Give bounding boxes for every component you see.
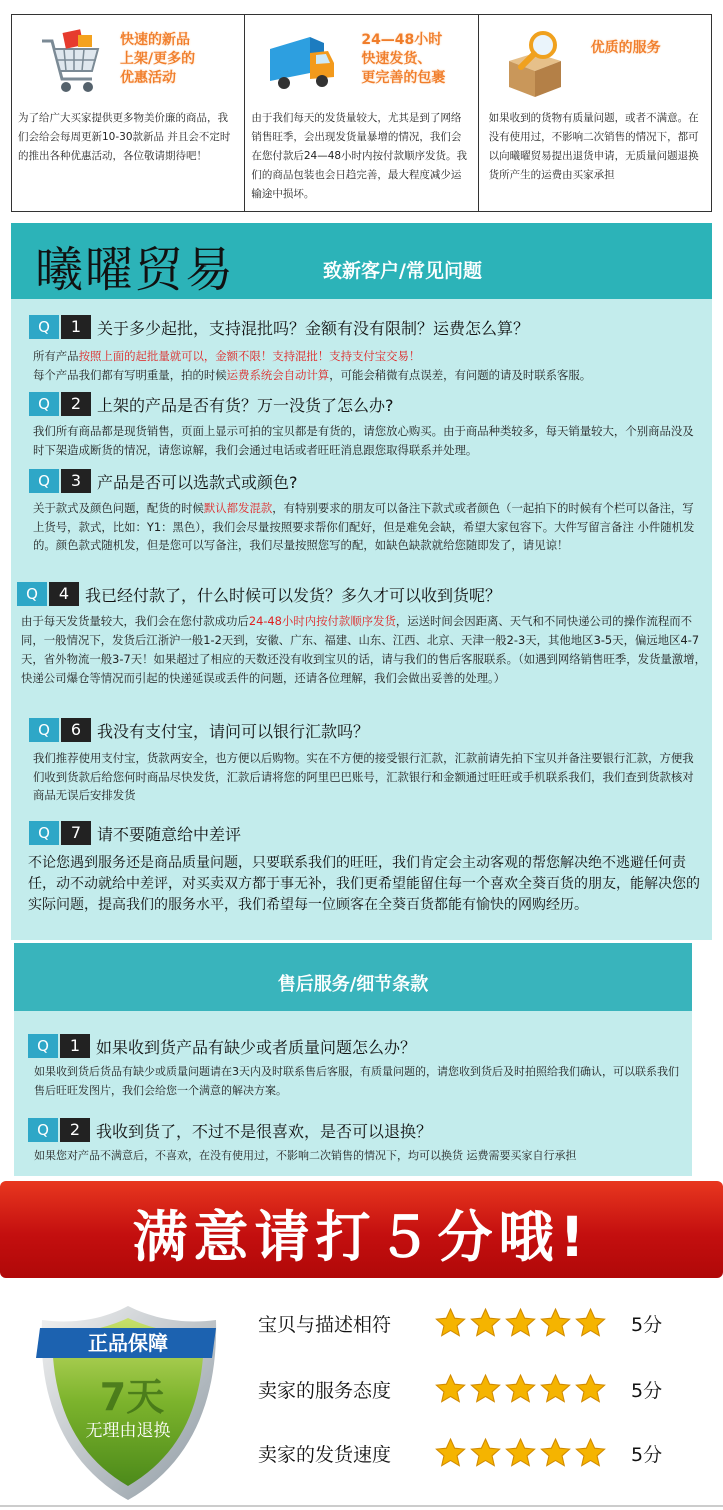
star-icon <box>539 1307 572 1339</box>
feature-text: 由于我们每天的发货量较大，尤其是到了网络销售旺季，会出现发货量暴增的情况，我们会在您付款后24—48小时内按付款顺序发货。我们的商品包装也会日趋完善，最大程度减少运输途中损坏。 <box>251 112 468 200</box>
q-number: 6 <box>61 718 91 742</box>
feature-text: 为了给广大买家提供更多物美价廉的商品，我们会给会每周更新10-30款新品 并且会不定时的推出各种优惠活动，各位敬请期待吧！ <box>18 112 231 162</box>
rating-score: 5分 <box>631 1379 663 1402</box>
brand-name: 曦曜贸易 <box>35 242 236 298</box>
feature-title: 24—48小时 快速发货、 更完善的包裹 <box>361 32 446 86</box>
q-text: 请不要随意给中差评 <box>97 824 242 844</box>
star-icon <box>504 1373 537 1405</box>
shopping-cart-icon <box>34 27 104 99</box>
badge-line1: 正品保障 <box>88 1331 168 1355</box>
rating-label: 宝贝与描述相符 <box>258 1313 392 1336</box>
star-icon <box>434 1307 467 1339</box>
q-number: 2 <box>61 392 91 416</box>
faq-answer: 所有产品按照上面的起批量就可以，金额不限！支持混批！支持支付宝交易！ 每个产品我们都有写明重量，拍的时候运费系统会自动计算，可能会稍微有点误差，有问题的请及时联系客服。 <box>33 349 592 382</box>
star-icon <box>574 1437 607 1469</box>
star-icon <box>434 1437 467 1469</box>
q-number: 3 <box>61 469 91 493</box>
faq-answer: 不论您遇到服务还是商品质量问题，只要联系我们的旺旺，我们肯定会主动客观的帮您解决绝不逃避任何责任，动不动就给中差评，对买卖双方都于事无补，我们更希望能留住每一个喜欢全葵百货的朋友，能解决您的实际问题，提高我们的服务水平，我们希望每一位顾客在全葵百货都能有愉快的网购经历。 <box>28 855 700 913</box>
faq-question <box>29 821 241 845</box>
delivery-truck-icon <box>259 27 343 99</box>
feature-title: 优质的服务 <box>590 40 661 56</box>
feature-fast-delivery <box>245 15 478 211</box>
star-icon <box>574 1307 607 1339</box>
q-text: 我收到货了，不过不是很喜欢，是否可以退换？ <box>96 1121 433 1141</box>
q-label: Q <box>29 821 59 845</box>
q-label: Q <box>28 1034 58 1058</box>
feature-title: 快速的新品 上架/更多的 优惠活动 <box>120 32 196 86</box>
feature-panels <box>11 14 712 212</box>
faq-header <box>11 223 712 299</box>
q-number: 1 <box>60 1034 90 1058</box>
faq-answer: 如果收到货后货品有缺少或质量问题请在3天内及时联系售后客服，有质量问题的，请您收到货后及时拍照给我们确认，可以联系我们售后旺旺发图片，我们会给您一个满意的解决方案。 <box>34 1065 679 1097</box>
rating-row <box>258 1373 662 1405</box>
faq-question <box>28 1034 416 1058</box>
faq-answer: 如果您对产品不满意后，不喜欢，在没有使用过，不影响二次销售的情况下，均可以换货 运费需要买家自行承担 <box>34 1149 577 1162</box>
q-label: Q <box>29 315 59 339</box>
star-icon <box>539 1373 572 1405</box>
faq-answer: 我们所有商品都是现货销售，页面上显示可拍的宝贝都是有货的，请您放心购买。由于商品种类较多，每天销量较大，个别商品没及时下架造成断货的情况，请您谅解，我们会通过电话或者旺旺消息跟您取得联系并处理。 <box>33 424 694 457</box>
faq-question <box>17 582 501 606</box>
rating-score: 5分 <box>631 1313 663 1336</box>
q-label: Q <box>17 582 47 606</box>
after-sale-section <box>11 943 691 1173</box>
q-text: 上架的产品是否有货？万一没货了怎么办? <box>97 395 394 415</box>
star-icon <box>504 1437 537 1469</box>
faq-answer: 关于款式及颜色问题，配货的时候默认都发混款，有特别要求的朋友可以备注下款式或者颜色（一起拍下的时候有个栏可以备注，写上货号，款式，比如：Y1：黑色），我们会尽量按照要求帮你们配好，但是难免会缺，希望大家包容下。大件写留言备注 小件随机发的。颜色款式随机发，但是您可以写备注，我们尽量按照您写的配，如缺色缺款就给您随即发了，请见谅！ <box>33 501 695 552</box>
q-text: 关于多少起批，支持混批吗？金额有没有限制？运费怎么算？ <box>97 318 530 338</box>
faq-subtitle: 致新客户/常见问题 <box>323 260 482 282</box>
q-label: Q <box>29 392 59 416</box>
q-number: 4 <box>49 582 79 606</box>
banner-text: 满意请打５分哦! <box>132 1205 591 1269</box>
after-sale-header <box>14 943 692 1011</box>
rating-score: 5分 <box>631 1443 663 1466</box>
faq-question <box>29 469 298 493</box>
badge-line2: 7天 <box>99 1375 165 1419</box>
star-icon <box>574 1373 607 1405</box>
feature-text: 如果收到的货物有质量问题，或者不满意。在没有使用过，不影响二次销售的情况下，都可以向曦曜贸易提出退货申请，无质量问题退换货所产生的运费由买家承担 <box>488 112 699 181</box>
star-icon <box>504 1307 537 1339</box>
star-icon <box>469 1437 502 1469</box>
q-number: 2 <box>60 1118 90 1142</box>
q-text: 我没有支付宝，请问可以银行汇款吗？ <box>97 721 370 741</box>
rate-banner <box>0 1181 723 1278</box>
q-label: Q <box>29 469 59 493</box>
q-label: Q <box>28 1118 58 1142</box>
after-sale-body <box>14 1011 692 1176</box>
quality-guarantee-badge <box>36 1302 221 1502</box>
faq-answer: 由于每天发货量较大，我们会在您付款成功后24-48小时内按付款顺序发货，运送时间会因距离、天气和不同快递公司的操作流程而不同，一般情况下，发货后江浙沪一般1-2天到，安徽、广东、福建、山东、江西、北京、天津一般2-3天，其他地区3-5天，偏远地区4-7天，省外物流一般3-7天！如果超过了相应的天数还没有收到宝贝的话，请与我们的售后客服联系。（如遇到网络销售旺季，发货量激增，快递公司爆仓等情况而引起的快递延误或丢件的问题，还请各位理解，我们会做出妥善的处理。） <box>21 614 706 685</box>
feature-new-products <box>12 15 245 211</box>
q-text: 我已经付款了，什么时候可以发货？多久才可以收到货呢？ <box>85 585 502 605</box>
q-text: 产品是否可以选款式或颜色? <box>97 472 298 492</box>
q-number: 7 <box>61 821 91 845</box>
magnifier-box-icon <box>499 27 569 99</box>
faq-question <box>29 392 394 416</box>
q-label: Q <box>29 718 59 742</box>
star-icon <box>434 1373 467 1405</box>
rating-stars <box>434 1373 607 1405</box>
feature-quality-service <box>479 15 711 211</box>
rating-row <box>258 1307 662 1339</box>
faq-question <box>29 718 369 742</box>
rating-stars <box>434 1307 607 1339</box>
after-sale-subtitle: 售后服务/细节条款 <box>277 974 429 995</box>
star-icon <box>469 1373 502 1405</box>
faq-section <box>11 223 712 940</box>
badge-line3: 无理由退换 <box>85 1421 171 1441</box>
star-icon <box>539 1437 572 1469</box>
rating-row <box>258 1437 662 1469</box>
faq-question <box>29 315 529 339</box>
faq-answer: 我们推荐使用支付宝，货款两安全，也方便以后购物。实在不方便的接受银行汇款，汇款前请先拍下宝贝并备注要银行汇款，方便我们收到货款后给您何时商品尽快发货，汇款后请将您的阿里巴巴账号，汇款银行和金额通过旺旺或手机联系我们，我们查到货款核对商品无误后安排发货 <box>33 751 694 802</box>
q-number: 1 <box>61 315 91 339</box>
star-icon <box>469 1307 502 1339</box>
bottom-divider <box>0 1505 723 1507</box>
rating-label: 卖家的发货速度 <box>258 1443 392 1466</box>
rating-label: 卖家的服务态度 <box>258 1379 392 1402</box>
rating-stars <box>434 1437 607 1469</box>
q-text: 如果收到货产品有缺少或者质量问题怎么办？ <box>96 1037 417 1057</box>
faq-question <box>28 1118 432 1142</box>
